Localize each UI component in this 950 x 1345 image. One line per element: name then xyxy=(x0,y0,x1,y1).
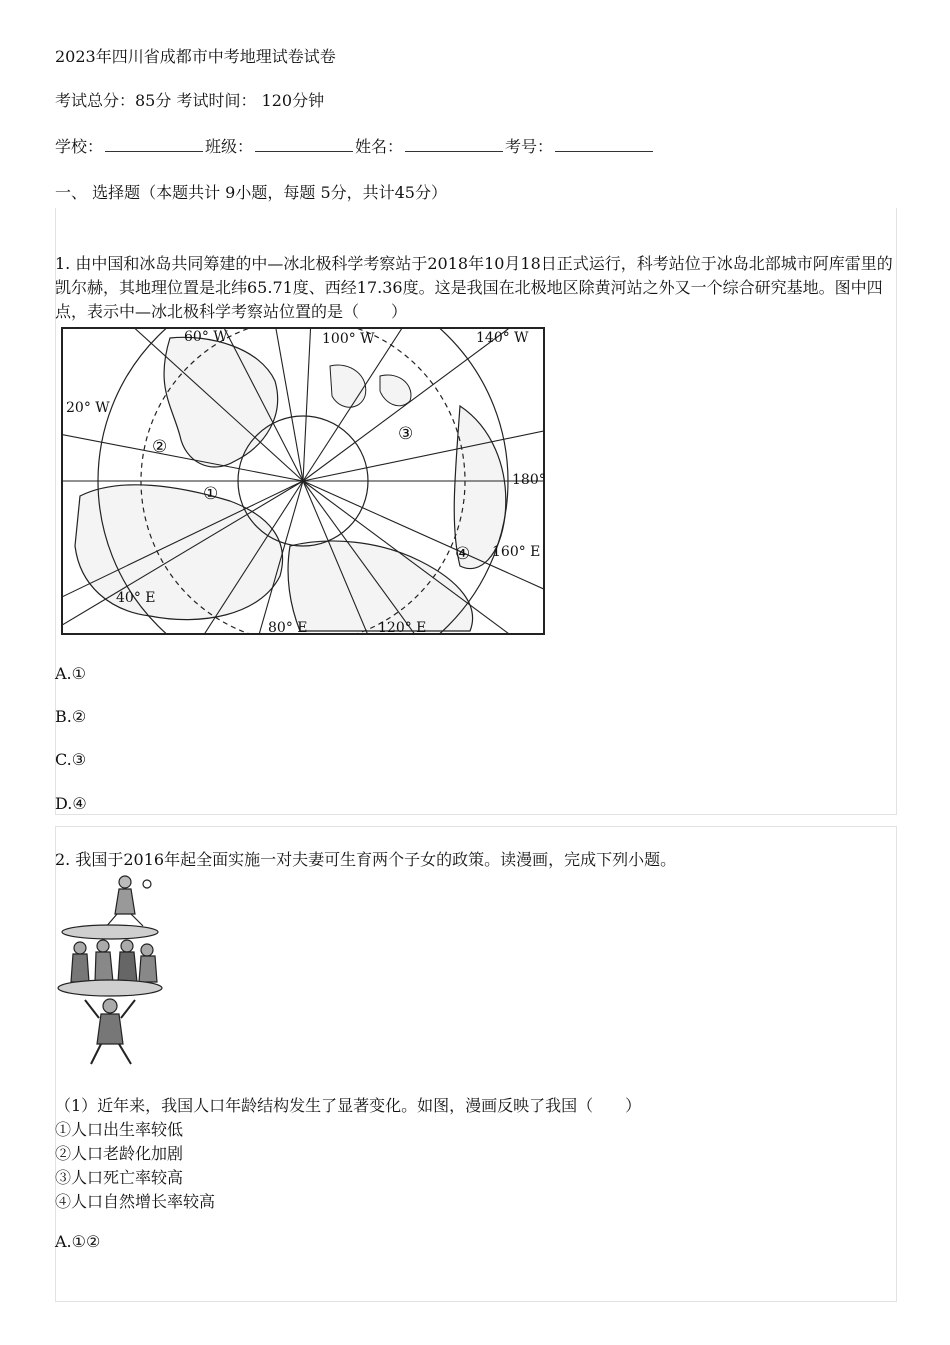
q2-subquestion-1: （1）近年来，我国人口年龄结构发生了显著变化。如图，漫画反映了我国（ ） xyxy=(55,1096,642,1115)
q1-option-d[interactable]: D.④ xyxy=(55,794,87,813)
section-heading: 一、 选择题（本题共计 9小题，每题 5分，共计45分） xyxy=(55,183,447,202)
label-60w: 60° W xyxy=(184,329,228,345)
q2-item-3: ③人口死亡率较高 xyxy=(55,1168,184,1187)
label-80e: 80° E xyxy=(268,620,308,636)
point-1-marker: ① xyxy=(203,484,219,504)
school-blank[interactable] xyxy=(105,137,203,152)
q2-item-1: ①人口出生率较低 xyxy=(55,1120,184,1139)
label-20w: 20° W xyxy=(66,400,110,416)
name-blank[interactable] xyxy=(405,137,503,152)
class-label: 班级： xyxy=(205,137,254,156)
class-blank[interactable] xyxy=(255,137,353,152)
number-blank[interactable] xyxy=(555,137,653,152)
score-time-line: 考试总分：85分 考试时间： 120分钟 xyxy=(55,91,325,110)
question-2-text: 2. 我国于2016年起全面实施一对夫妻可生育两个子女的政策。读漫画，完成下列小题。 xyxy=(55,850,677,869)
question-2-box xyxy=(55,826,897,1302)
q2-item-4: ④人口自然增长率较高 xyxy=(55,1192,216,1211)
student-info-line xyxy=(55,134,655,157)
school-label: 学校： xyxy=(55,137,104,156)
paper-title: 2023年四川省成都市中考地理试卷试卷 xyxy=(55,47,336,66)
q1-option-b[interactable]: B.② xyxy=(55,707,87,726)
point-2-marker: ② xyxy=(152,437,168,457)
number-label: 考号： xyxy=(505,137,554,156)
population-cartoon xyxy=(55,874,165,1070)
label-180: 180° xyxy=(512,472,546,488)
label-120e: 120° E xyxy=(378,620,427,636)
arctic-map xyxy=(60,326,546,636)
label-160e: 160° E xyxy=(492,544,541,560)
q2-item-2: ②人口老龄化加剧 xyxy=(55,1144,184,1163)
q2-option-a[interactable]: A.①② xyxy=(55,1232,101,1251)
label-100w: 100° W xyxy=(322,331,375,347)
point-3-marker: ③ xyxy=(398,424,414,444)
point-4-marker: ④ xyxy=(455,544,471,564)
q1-option-c[interactable]: C.③ xyxy=(55,750,87,769)
label-40e: 40° E xyxy=(116,590,156,606)
name-label: 姓名： xyxy=(355,137,404,156)
label-140w: 140° W xyxy=(476,330,529,346)
q1-option-a[interactable]: A.① xyxy=(55,664,86,683)
question-1-text: 1. 由中国和冰岛共同筹建的中—冰北极科学考察站于2018年10月18日正式运行，科考站位于冰岛北部城市阿库雷里的凯尔赫，其地理位置是北纬65.71度、西经17.36度。这是我国在北极地区除黄河站之外又一个综合研究基地。图中四点，表示中—冰北极科学考察站位置的是（ ） xyxy=(55,254,893,321)
